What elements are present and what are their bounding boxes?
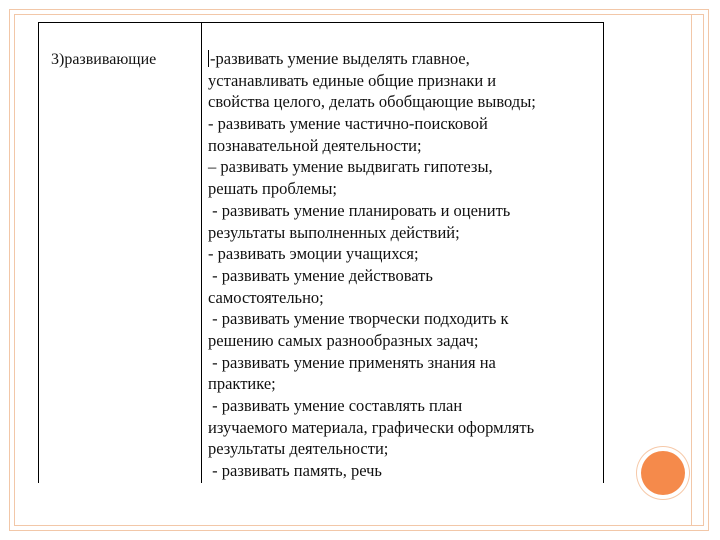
description-line: -развивать умение выделять главное, <box>210 49 470 68</box>
description-line: решать проблемы; <box>208 179 338 199</box>
description-line: - развивать умение составлять план <box>208 396 463 415</box>
description-line: – развивать умение выдвигать гипотезы, <box>208 157 493 177</box>
description-line: изучаемого материала, графически оформлять <box>208 417 535 437</box>
description-line: - развивать память, речь <box>208 461 382 481</box>
slide-frame-right-line <box>691 14 692 526</box>
description-line: результаты деятельности; <box>208 439 389 459</box>
description-line: результаты выполненных действий; <box>208 222 460 242</box>
description-line: - развивать умение частично-поисковой <box>208 114 488 134</box>
description-line: самостоятельно; <box>208 287 324 307</box>
description-line: - развивать умение планировать и оценить <box>208 200 511 220</box>
goal-category-cell: 3)развивающие <box>51 51 157 68</box>
description-line: решению самых разнообразных задач; <box>208 330 479 350</box>
description-line: - развивать умение творчески подходить к <box>208 309 509 329</box>
description-line: - развивать эмоции учащихся; <box>208 244 419 264</box>
goals-table <box>38 22 604 483</box>
column-divider <box>201 23 202 483</box>
description-line: свойства целого, делать обобщающие выводы; <box>208 92 536 112</box>
text-cursor <box>208 50 209 67</box>
goal-description-cell <box>208 48 600 482</box>
description-line: - развивать умение действовать <box>208 265 433 285</box>
description-line: устанавливать единые общие признаки и <box>208 70 497 90</box>
description-line: познавательной деятельности; <box>208 135 422 155</box>
description-line: практике; <box>208 374 276 394</box>
decorative-circle-icon <box>641 451 685 495</box>
description-line: - развивать умение применять знания на <box>208 352 496 372</box>
